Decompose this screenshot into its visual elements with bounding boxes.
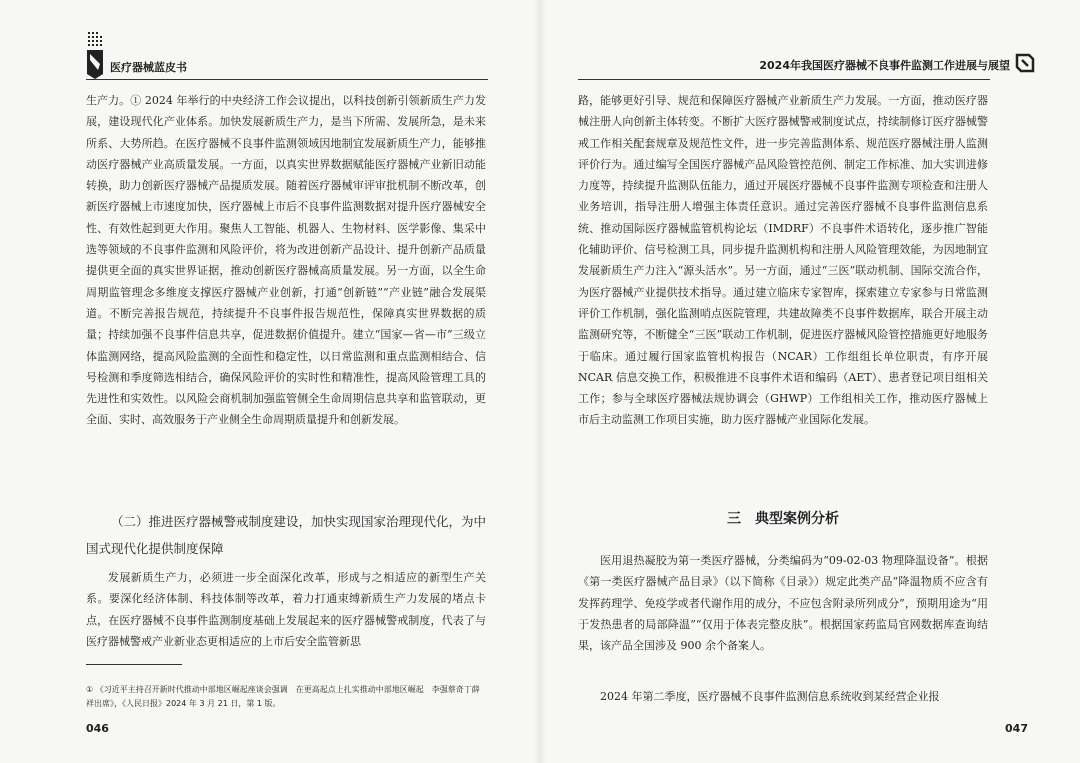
header-rule [86, 79, 488, 80]
right-paragraph-2: 医用退热凝胶为第一类医疗器械，分类编码为“09-02-03 物理降温设备”。根据《第一类医疗器械产品目录》（以下简称《目录》）规定此类产品“降温物质不应含有发挥药理学、免疫学或者代谢作用的成分，不应包含附录所列成分”，预期用途为“用于发热患者的局部降温”“仅用于体表完整皮肤”。根据国家药监局官网数据库查询结果，该产品全国涉及 900 余个备案人。 [578, 554, 988, 653]
right-page [540, 0, 1080, 763]
header-rule [578, 79, 990, 80]
right-page-number: 047 [1005, 722, 1028, 735]
right-paragraph-3: 2024 年第二季度，医疗器械不良事件监测信息系统收到某经营企业报 [600, 690, 940, 703]
header-chapter-title: 2024年我国医疗器械不良事件监测工作进展与展望 [759, 59, 1010, 72]
header-book-title: 医疗器械蓝皮书 [110, 61, 187, 74]
right-paragraph-1: 路，能够更好引导、规范和保障医疗器械产业新质生产力发展。一方面，推动医疗器械注册人向创新主体转变。不断扩大医疗器械警戒制度试点，持续制修订医疗器械警戒工作相关配套规章及规范性文件，进一步完善监测体系、规范医疗器械注册人监测评价行为。通过编写全国医疗器械产品风险管控范例、制定工作标准、加大实训进修力度等，持续提升监测队伍能力，通过开展医疗器械不良事件监测专项检查和注册人业务培训，指导注册人增强主体责任意识。通过完善医疗器械不良事件监测信息系统、推动国际医疗器械监管机构论坛（IMDRF）不良事件术语转化，逐步推广智能化辅助评价、信号检测工具，同步提升监测机构和注册人风险管理效能，为因地制宜发展新质生产力注入“源头活水”。另一方面，通过“三医”联动机制、国际交流合作，为医疗器械产业提供技术指导。通过建立临床专家智库，探索建立专家参与日常监测评价工作机制，强化监测哨点医院管理，共建故障类不良事件数据库，联合开展主动监测研究等，不断健全“三医”联动工作机制，促进医疗器械风险管控措施更好地服务于临床。通过履行国家监管机构报告（NCAR）工作组组长单位职责，有序开展 NCAR 信息交换工作，积极推进不良事件术语和编码（AET）、患者登记项目组相关工作；参与全球医疗器械法规协调会（GHWP）工作组相关工作，推动医疗器械上市后主动监测工作项目实施，助力医疗器械产业国际化发展。 [578, 94, 988, 427]
footnote: ① 《习近平主持召开新时代推动中部地区崛起座谈会强调 在更高起点上扎实推动中部地区崛起 李强蔡奇丁薛祥出席》，《人民日报》2024 年 3 月 21 日，第 1 版。 [86, 685, 480, 708]
chapter-arrow-icon [1014, 52, 1036, 74]
left-paragraph-2: 发展新质生产力，必须进一步全面深化改革，形成与之相适应的新型生产关系。要深化经济体制、科技体制等改革，着力打通束缚新质生产力发展的堵点卡点，在医疗器械不良事件监测制度基础上发展起来的医疗器械警戒制度，代表了与医疗器械警戒产业新业态更相适应的上市后安全监管新思 [86, 571, 486, 648]
left-subheading: （二）推进医疗器械警戒制度建设，加快实现国家治理现代化，为中国式现代化提供制度保障 [86, 514, 487, 556]
book-series-logo-icon [86, 30, 104, 80]
section-title: 三 典型案例分析 [727, 511, 839, 527]
footnote-rule [86, 664, 182, 665]
left-paragraph-1: 生产力。① 2024 年举行的中央经济工作会议提出，以科技创新引领新质生产力发展，建设现代化产业体系。加快发展新质生产力，是当下所需、发展所急，是未来所系、大势所趋。在医疗器械不良事件监测领域因地制宜发展新质生产力，能够推动医疗器械产业高质量发展。一方面，以真实世界数据赋能医疗器械产业新旧动能转换，助力创新医疗器械产品提质发展。随着医疗器械审评审批机制不断改革，创新医疗器械上市速度加快，医疗器械上市后不良事件监测数据对提升医疗器械安全性、有效性起到更大作用。聚焦人工智能、机器人、生物材料、医学影像、集采中选等领域的不良事件监测和风险评价，将为改进创新产品设计、提升创新产品质量提供更全面的真实世界证据，推动创新医疗器械高质量发展。另一方面，以全生命周期监管理念多维度支撑医疗器械产业创新，打通“创新链”“产业链”融合发展渠道。不断完善报告规范，持续提升不良事件报告规范性，保障真实世界数据的质量；持续加强不良事件信息共享，促进数据价值提升。建立“国家—省—市”三级立体监测网络，提高风险监测的全面性和稳定性，以日常监测和重点监测相结合、信号检测和季度筛选相结合，确保风险评价的实时性和精准性，提高风险管理工具的先进性和实效性。以风险会商机制加强监管侧全生命周期信息共享和监管联动，更全面、实时、高效服务于产业侧全生命周期质量提升和创新发展。 [86, 94, 486, 427]
left-page-number: 046 [86, 722, 109, 735]
